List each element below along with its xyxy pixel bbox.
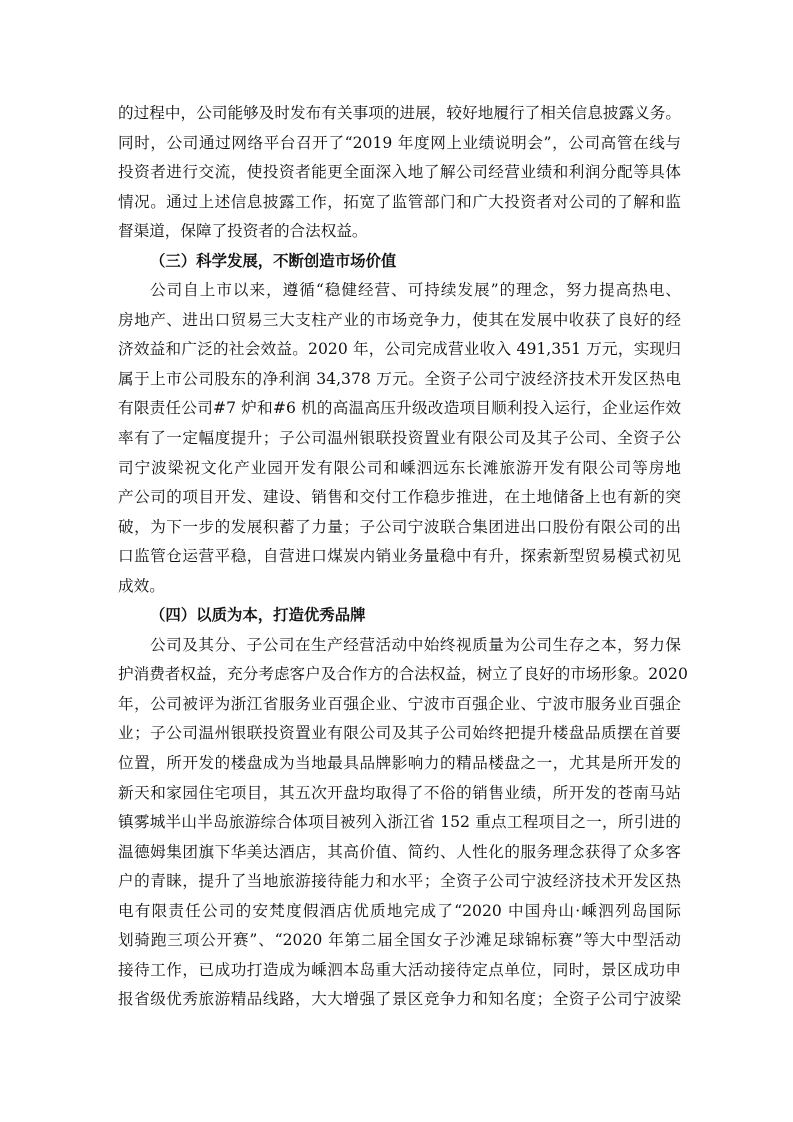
- text-line: 户的青睐，提升了当地旅游接待能力和水平；全资子公司宁波经济技术开发区热: [118, 872, 681, 891]
- text-line: 新天和家园住宅项目，其五次开盘均取得了不俗的销售业绩，所开发的苍南马站: [118, 783, 681, 802]
- text-line: 位置，所开发的楼盘成为当地最具品牌影响力的精品楼盘之一，尤其是所开发的: [118, 754, 681, 773]
- text-line: 属于上市公司股东的净利润 34,378 万元。全资子公司宁波经济技术开发区热电: [118, 369, 681, 388]
- text-line: 年，公司被评为浙江省服务业百强企业、宁波市百强企业、宁波市服务业百强企: [118, 694, 681, 713]
- text-line: 护消费者权益，充分考虑客户及合作方的合法权益，树立了良好的市场形象。2020: [118, 665, 688, 684]
- text-line: 报省级优秀旅游精品线路，大大增强了景区竞争力和知名度；全资子公司宁波梁: [118, 990, 681, 1009]
- text-line: 口监管仓运营平稳，自营进口煤炭内销业务量稳中有升，探索新型贸易模式初见: [118, 547, 681, 566]
- text-line: 划骑跑三项公开赛”、“2020 年第二届全国女子沙滩足球锦标赛”等大中型活动: [118, 931, 681, 950]
- text-line: 温德姆集团旗下华美达酒店，其高价值、简约、人性化的服务理念获得了众多客: [118, 842, 681, 861]
- text-line: 房地产、进出口贸易三大支柱产业的市场竞争力，使其在发展中收获了良好的经: [118, 310, 681, 329]
- text-line: 有限责任公司#7 炉和#6 机的高温高压升级改造项目顺利投入运行，企业运作效: [118, 399, 681, 418]
- text-line: 业；子公司温州银联投资置业有限公司及其子公司始终把提升楼盘品质摆在首要: [118, 724, 681, 743]
- section-heading: （四）以质为本，打造优秀品牌: [150, 606, 366, 625]
- text-line: 的过程中，公司能够及时发布有关事项的进展，较好地履行了相关信息披露义务。: [118, 104, 681, 122]
- text-line: 情况。通过上述信息披露工作，拓宽了监管部门和广大投资者对公司的了解和监: [118, 192, 681, 211]
- document-page: [118, 99, 688, 1015]
- text-line: 率有了一定幅度提升；子公司温州银联投资置业有限公司及其子公司、全资子公: [118, 429, 681, 448]
- text-line: 电有限责任公司的安梵度假酒店优质地完成了“2020 中国舟山·嵊泗列岛国际: [118, 901, 681, 920]
- text-line: 督渠道，保障了投资者的合法权益。: [118, 222, 368, 241]
- text-line: 同时，公司通过网络平台召开了“2019 年度网上业绩说明会”，公司高管在线与: [118, 133, 681, 152]
- text-line: 产公司的项目开发、建设、销售和交付工作稳步推进，在土地储备上也有新的突: [118, 488, 681, 507]
- text-line: 成效。: [118, 576, 165, 595]
- text-line: 破，为下一步的发展积蓄了力量；子公司宁波联合集团进出口股份有限公司的出: [118, 517, 681, 536]
- text-line: 投资者进行交流，使投资者能更全面深入地了解公司经营业绩和利润分配等具体: [118, 163, 681, 182]
- text-line: 镇雾城半山半岛旅游综合体项目被列入浙江省 152 重点工程项目之一，所引进的: [118, 813, 681, 832]
- text-line: 公司自上市以来，遵循“稳健经营、可持续发展”的理念，努力提高热电、: [150, 281, 681, 300]
- text-line: 司宁波梁祝文化产业园开发有限公司和嵊泗远东长滩旅游开发有限公司等房地: [118, 458, 681, 477]
- text-line: 接待工作，已成功打造成为嵊泗本岛重大活动接待定点单位，同时，景区成功申: [118, 960, 681, 979]
- text-line: 济效益和广泛的社会效益。2020 年，公司完成营业收入 491,351 万元，实现归: [118, 340, 681, 359]
- section-heading: （三）科学发展，不断创造市场价值: [150, 251, 397, 270]
- text-line: 公司及其分、子公司在生产经营活动中始终视质量为公司生存之本，努力保: [150, 635, 681, 654]
